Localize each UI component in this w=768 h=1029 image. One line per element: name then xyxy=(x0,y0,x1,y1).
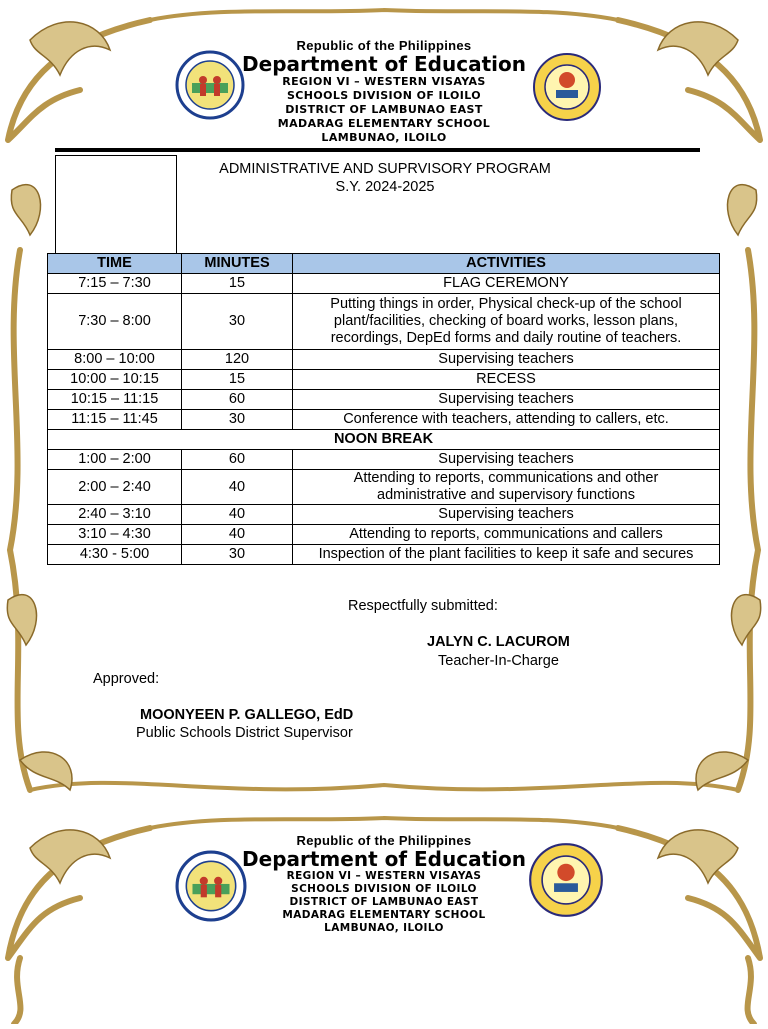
table-row xyxy=(48,545,720,565)
location-line: LAMBUNAO, ILOILO xyxy=(324,922,444,934)
time-cell: 8:00 – 10:00 xyxy=(48,350,182,370)
minutes-cell: 40 xyxy=(182,525,293,545)
activity-cell: Inspection of the plant facilities to keep it safe and secures xyxy=(293,545,720,565)
school-line: MADARAG ELEMENTARY SCHOOL xyxy=(282,909,486,921)
program-title-block xyxy=(185,160,585,196)
minutes-cell: 30 xyxy=(182,294,293,350)
school-year: S.Y. 2024-2025 xyxy=(335,179,435,195)
republic-line: Republic of the Philippines xyxy=(296,833,472,848)
submitted-label: Respectfully submitted: xyxy=(348,598,498,614)
time-cell: 7:15 – 7:30 xyxy=(48,274,182,294)
table-row xyxy=(48,294,720,350)
photo-placeholder xyxy=(55,155,177,255)
activity-cell: Attending to reports, communications and callers xyxy=(293,525,720,545)
division-line: SCHOOLS DIVISION OF ILOILO xyxy=(291,883,477,895)
activity-cell: FLAG CEREMONY xyxy=(293,274,720,294)
table-row xyxy=(48,370,720,390)
district-line: DISTRICT OF LAMBUNAO EAST xyxy=(285,103,483,116)
time-cell: 11:15 – 11:45 xyxy=(48,410,182,430)
minutes-cell: 40 xyxy=(182,470,293,505)
approved-label: Approved: xyxy=(93,671,160,687)
activity-cell: Supervising teachers xyxy=(293,390,720,410)
activity-cell: Conference with teachers, attending to callers, etc. xyxy=(293,410,720,430)
time-cell: 2:40 – 3:10 xyxy=(48,505,182,525)
activity-cell: Supervising teachers xyxy=(293,505,720,525)
region-line: REGION VI – WESTERN VISAYAS xyxy=(286,870,482,882)
header-time: TIME xyxy=(48,254,182,274)
minutes-cell: 15 xyxy=(182,370,293,390)
submitter-title: Teacher-In-Charge xyxy=(438,653,559,669)
school-seal-logo xyxy=(532,52,602,122)
program-title: ADMINISTRATIVE AND SUPRVISORY PROGRAM xyxy=(219,161,551,177)
activity-cell: Attending to reports, communications and other administrative and supervisory functions xyxy=(293,470,720,505)
approver-name: MOONYEEN P. GALLEGO, EdD xyxy=(140,707,354,723)
noon-break-cell: NOON BREAK xyxy=(48,430,720,450)
region-line: REGION VI – WESTERN VISAYAS xyxy=(282,75,486,88)
table-row xyxy=(48,450,720,470)
time-cell: 2:00 – 2:40 xyxy=(48,470,182,505)
activity-cell: Supervising teachers xyxy=(293,350,720,370)
table-row xyxy=(48,390,720,410)
location-line: LAMBUNAO, ILOILO xyxy=(321,131,447,144)
table-row xyxy=(48,274,720,294)
time-cell: 1:00 – 2:00 xyxy=(48,450,182,470)
minutes-cell: 120 xyxy=(182,350,293,370)
activity-cell: Putting things in order, Physical check-up of the school plant/facilities, checking of board works, lesson plans, recordings, DepEd forms and daily routine of teachers. xyxy=(293,294,720,350)
department-title: Department of Education xyxy=(242,847,526,871)
time-cell: 10:15 – 11:15 xyxy=(48,390,182,410)
time-cell: 4:30 - 5:00 xyxy=(48,545,182,565)
minutes-cell: 30 xyxy=(182,410,293,430)
table-row xyxy=(48,470,720,505)
minutes-cell: 60 xyxy=(182,450,293,470)
activity-cell: RECESS xyxy=(293,370,720,390)
minutes-cell: 40 xyxy=(182,505,293,525)
letterhead-next-page xyxy=(0,833,768,935)
minutes-cell: 15 xyxy=(182,274,293,294)
time-cell: 3:10 – 4:30 xyxy=(48,525,182,545)
header-activities: ACTIVITIES xyxy=(293,254,720,274)
school-seal-logo xyxy=(528,842,604,918)
time-cell: 7:30 – 8:00 xyxy=(48,294,182,350)
republic-line: Republic of the Philippines xyxy=(296,38,472,53)
minutes-cell: 60 xyxy=(182,390,293,410)
approver-title: Public Schools District Supervisor xyxy=(136,725,353,741)
activity-cell: Supervising teachers xyxy=(293,450,720,470)
minutes-cell: 30 xyxy=(182,545,293,565)
deped-seal-logo xyxy=(175,50,245,120)
time-cell: 10:00 – 10:15 xyxy=(48,370,182,390)
table-row xyxy=(48,525,720,545)
division-line: SCHOOLS DIVISION OF ILOILO xyxy=(286,89,482,102)
school-line: MADARAG ELEMENTARY SCHOOL xyxy=(277,117,491,130)
submitter-name: JALYN C. LACUROM xyxy=(427,634,570,650)
district-line: DISTRICT OF LAMBUNAO EAST xyxy=(289,896,479,908)
noon-break-row xyxy=(48,430,720,450)
letterhead xyxy=(0,38,768,145)
header-minutes: MINUTES xyxy=(182,254,293,274)
table-row xyxy=(48,410,720,430)
schedule-table xyxy=(47,253,720,565)
header-divider xyxy=(55,148,700,152)
table-row xyxy=(48,350,720,370)
deped-seal-logo xyxy=(175,850,247,922)
table-header-row xyxy=(48,254,720,274)
table-row xyxy=(48,505,720,525)
department-title: Department of Education xyxy=(242,52,526,76)
